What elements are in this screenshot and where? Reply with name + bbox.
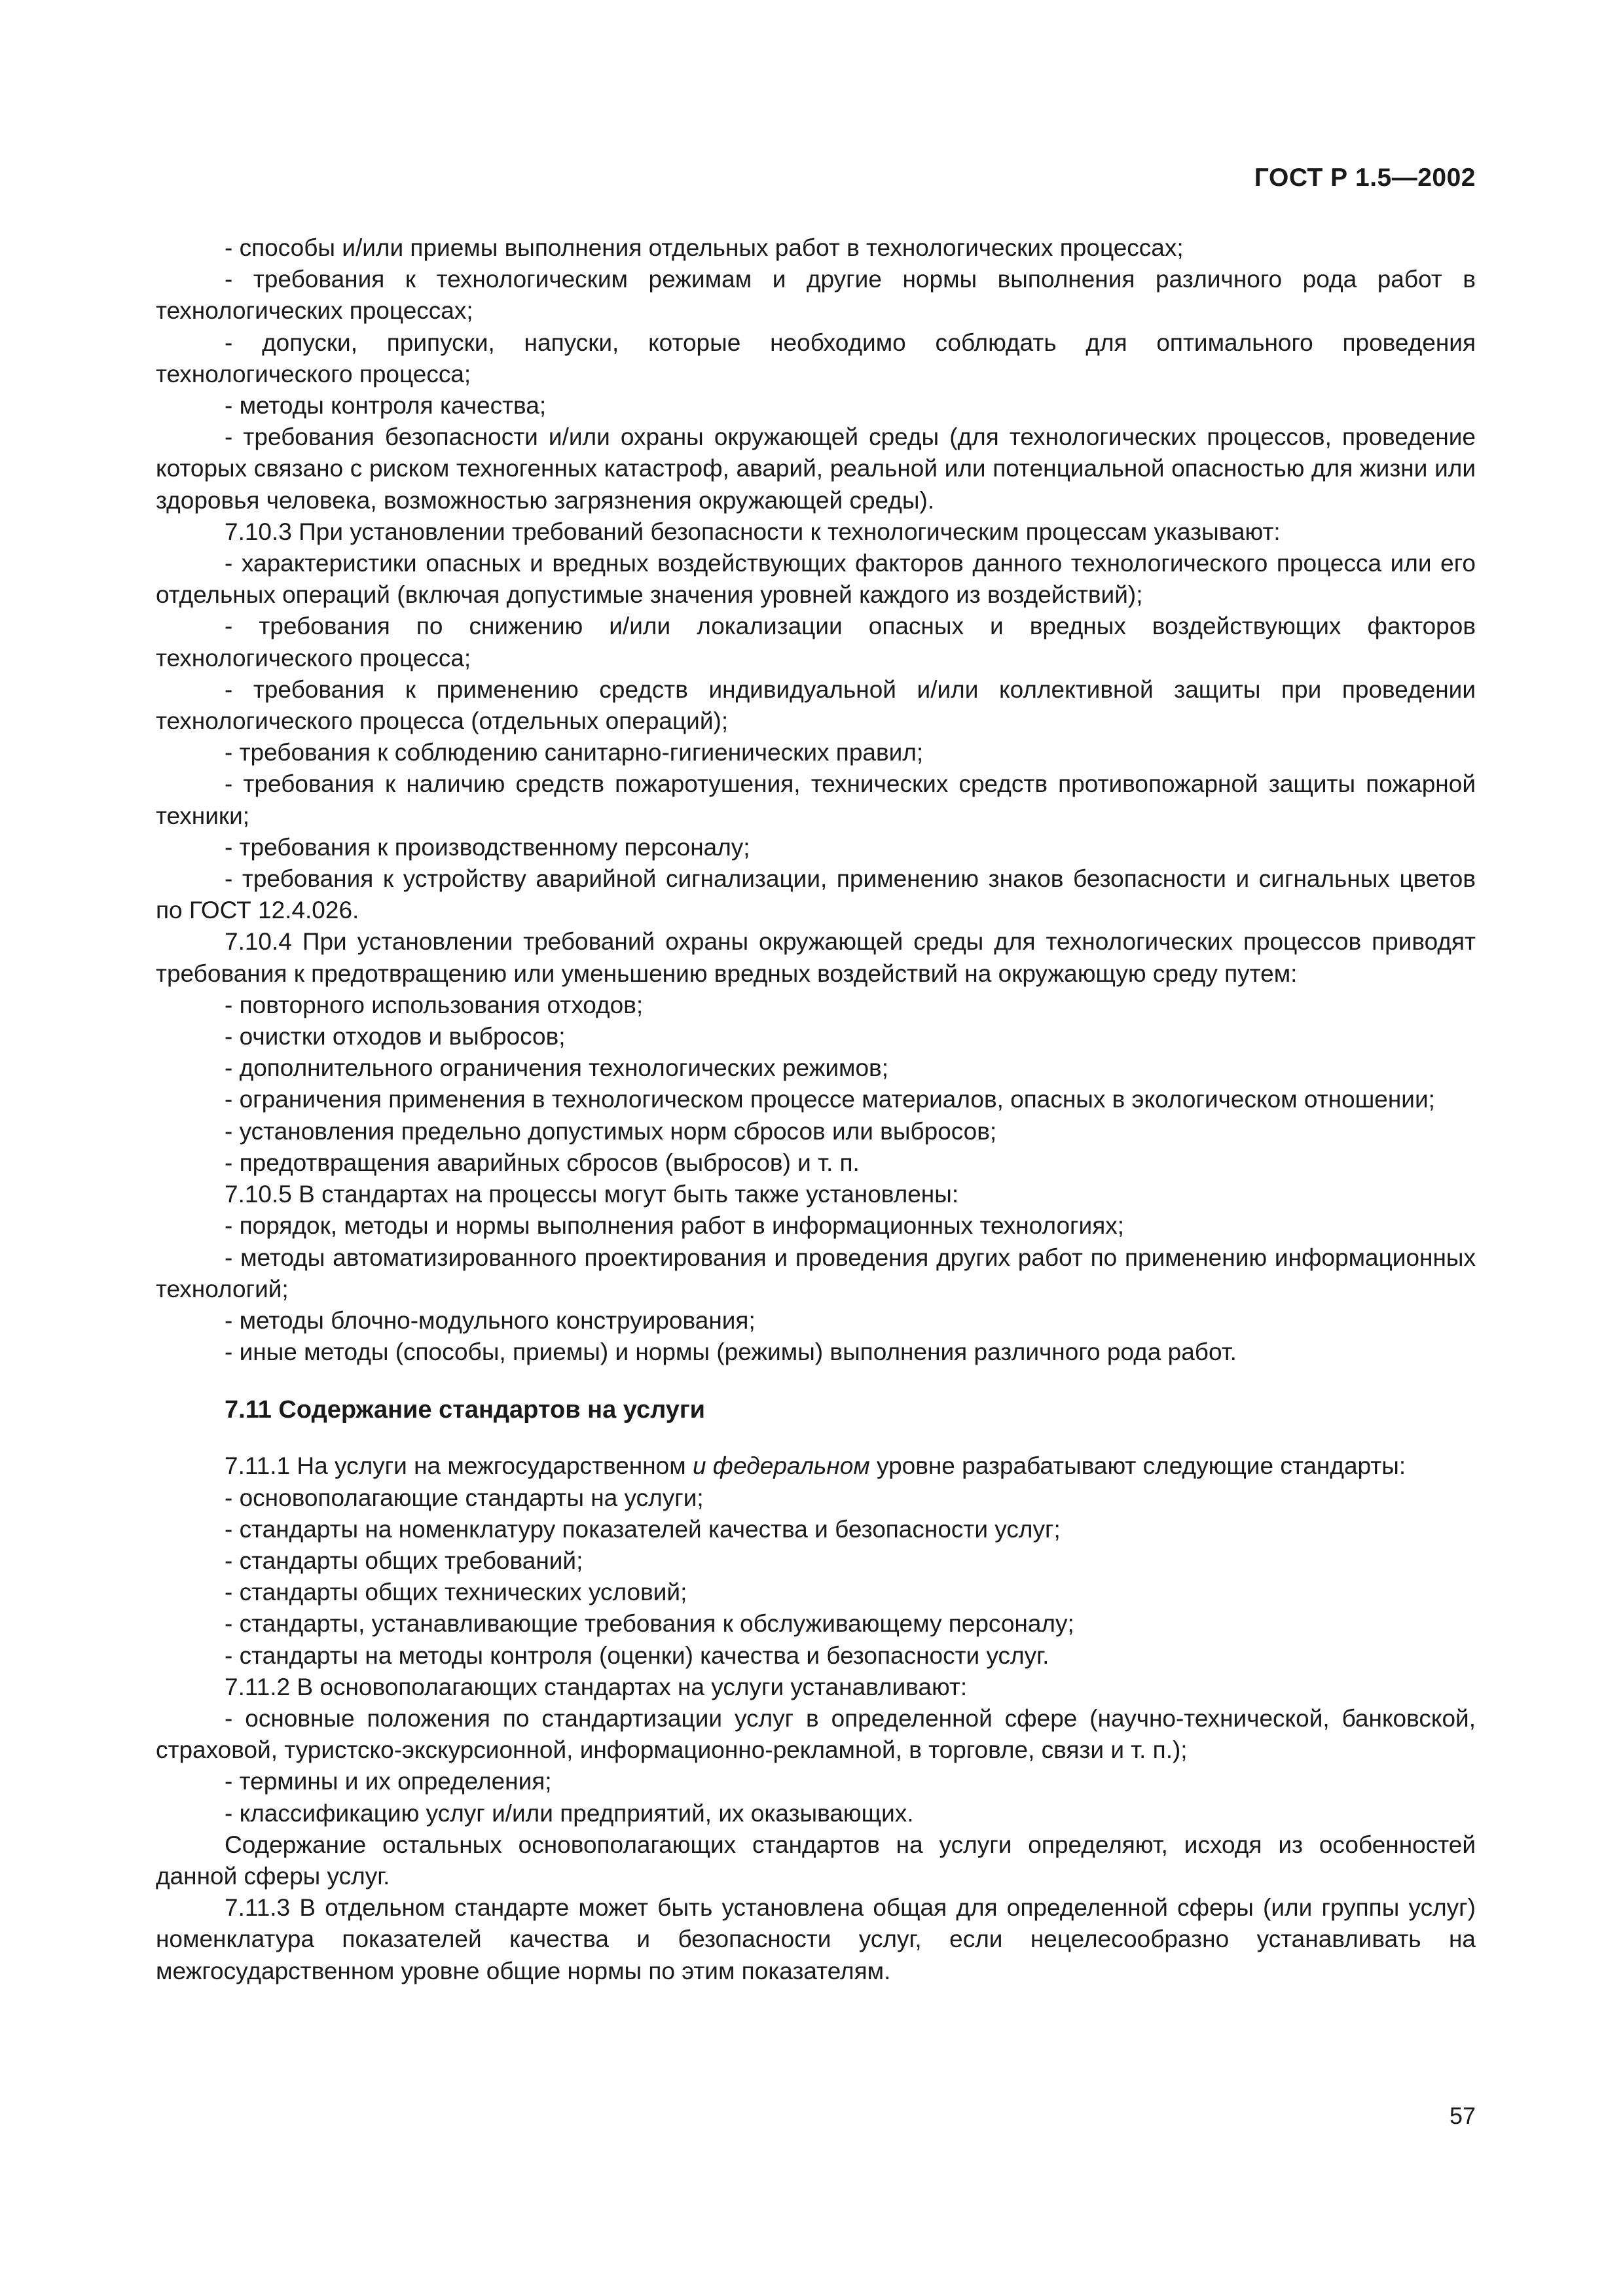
list-item: - основополагающие стандарты на услуги; bbox=[225, 1484, 704, 1511]
clause-7-11-1 bbox=[156, 1450, 1476, 1482]
document-code-header: ГОСТ Р 1.5—2002 bbox=[1254, 164, 1476, 192]
clause-7-10-3: 7.10.3 При установлении требований безопасности к технологическим процессам указывают: bbox=[225, 518, 1281, 545]
list-item: - классификацию услуг и/или предприятий, их оказывающих. bbox=[225, 1799, 914, 1827]
list-item: - ограничения применения в технологическом процессе материалов, опасных в экологическом отношении; bbox=[225, 1086, 1435, 1113]
list-item: - требования к соблюдению санитарно-гигиенических правил; bbox=[225, 739, 924, 766]
list-item: - характеристики опасных и вредных воздействующих факторов данного технологического процесса или его отдельных операций (включая допустимые значения уровней каждого из воздействий); bbox=[156, 550, 1476, 609]
clause-7-11-2: 7.11.2 В основополагающих стандартах на услуги устанавливают: bbox=[225, 1673, 968, 1700]
list-item: - повторного использования отходов; bbox=[225, 991, 644, 1018]
list-item: - стандарты, устанавливающие требования к обслуживающему персоналу; bbox=[225, 1610, 1074, 1638]
clause-7-11-3: 7.11.3 В отдельном стандарте может быть установлена общая для определенной сферы (или группы услуг) номенклатура показателей качества и безопасности услуг, если нецелесообразно устанавливать на межгосударственном уровне общие нормы по этим показателям. bbox=[156, 1894, 1476, 1984]
list-item: - требования к технологическим режимам и другие нормы выполнения различного рода работ в технологических процессах; bbox=[156, 266, 1476, 325]
list-item: - порядок, методы и нормы выполнения работ в информационных технологиях; bbox=[225, 1212, 1125, 1240]
list-item: - стандарты общих технических условий; bbox=[225, 1579, 687, 1606]
list-item: - допуски, припуски, напуски, которые необходимо соблюдать для оптимального проведения технологического процесса; bbox=[156, 329, 1476, 387]
clause-7-10-4: 7.10.4 При установлении требований охраны окружающей среды для технологических процессов приводят требования к предотвращению или уменьшению вредных воздействий на окружающую среду путем: bbox=[156, 928, 1476, 987]
list-item: - термины и их определения; bbox=[225, 1768, 552, 1795]
list-item: - предотвращения аварийных сбросов (выбросов) и т. п. bbox=[225, 1149, 860, 1176]
clause-text: 7.11.1 На услуги на межгосударственном bbox=[225, 1452, 693, 1480]
list-item: - стандарты на методы контроля (оценки) качества и безопасности услуг. bbox=[225, 1641, 1049, 1669]
list-item: - требования безопасности и/или охраны окружающей среды (для технологических процессов, проведение которых связано с риском техногенных катастроф, аварий, реальной или потенциальной опасностью для жизни или здоровья человека, возможностью загрязнения окружающей среды). bbox=[156, 423, 1476, 514]
paragraph: Содержание остальных основополагающих стандартов на услуги определяют, исходя из особенностей данной сферы услуг. bbox=[156, 1831, 1476, 1890]
list-item: - установления предельно допустимых норм сбросов или выбросов; bbox=[225, 1117, 997, 1145]
list-item: - методы автоматизированного проектирования и проведения других работ по применению информационных технологий; bbox=[156, 1244, 1476, 1302]
list-item: - методы контроля качества; bbox=[225, 392, 547, 420]
list-item: - методы блочно-модульного конструирования; bbox=[225, 1306, 756, 1334]
list-item: - стандарты общих требований; bbox=[225, 1547, 583, 1574]
list-item: - требования к производственному персоналу; bbox=[225, 833, 750, 861]
list-item: - требования к применению средств индивидуальной и/или коллективной защиты при проведении технологического процесса (отдельных операций); bbox=[156, 675, 1476, 735]
list-item: - стандарты на номенклатуру показателей качества и безопасности услуг; bbox=[225, 1515, 1061, 1543]
clause-text: уровне разрабатывают следующие стандарты: bbox=[869, 1452, 1406, 1480]
list-item: - требования к наличию средств пожаротушения, технических средств противопожарной защиты пожарной техники; bbox=[156, 770, 1476, 829]
document-body bbox=[156, 232, 1476, 1987]
list-item: - очистки отходов и выбросов; bbox=[225, 1023, 566, 1050]
list-item: - способы и/или приемы выполнения отдельных работ в технологических процессах; bbox=[225, 234, 1184, 261]
list-item: - основные положения по стандартизации услуг в определенной сфере (научно-технической, банковской, страховой, туристско-экскурсионной, информационно-рекламной, в торговле, связи и т. п.); bbox=[156, 1704, 1476, 1764]
list-item: - требования к устройству аварийной сигнализации, применению знаков безопасности и сигнальных цветов по ГОСТ 12.4.026. bbox=[156, 865, 1476, 924]
list-item: - дополнительного ограничения технологических режимов; bbox=[225, 1054, 888, 1082]
clause-7-10-5: 7.10.5 В стандартах на процессы могут быть также установлены: bbox=[225, 1181, 959, 1208]
list-item: - требования по снижению и/или локализации опасных и вредных воздействующих факторов технологического процесса; bbox=[156, 613, 1476, 672]
list-item: - иные методы (способы, приемы) и нормы (режимы) выполнения различного рода работ. bbox=[225, 1338, 1237, 1366]
section-heading-7-11: 7.11 Содержание стандартов на услуги bbox=[225, 1396, 706, 1424]
page-number: 57 bbox=[1449, 2102, 1476, 2129]
clause-emphasis: и федеральном bbox=[692, 1452, 870, 1480]
